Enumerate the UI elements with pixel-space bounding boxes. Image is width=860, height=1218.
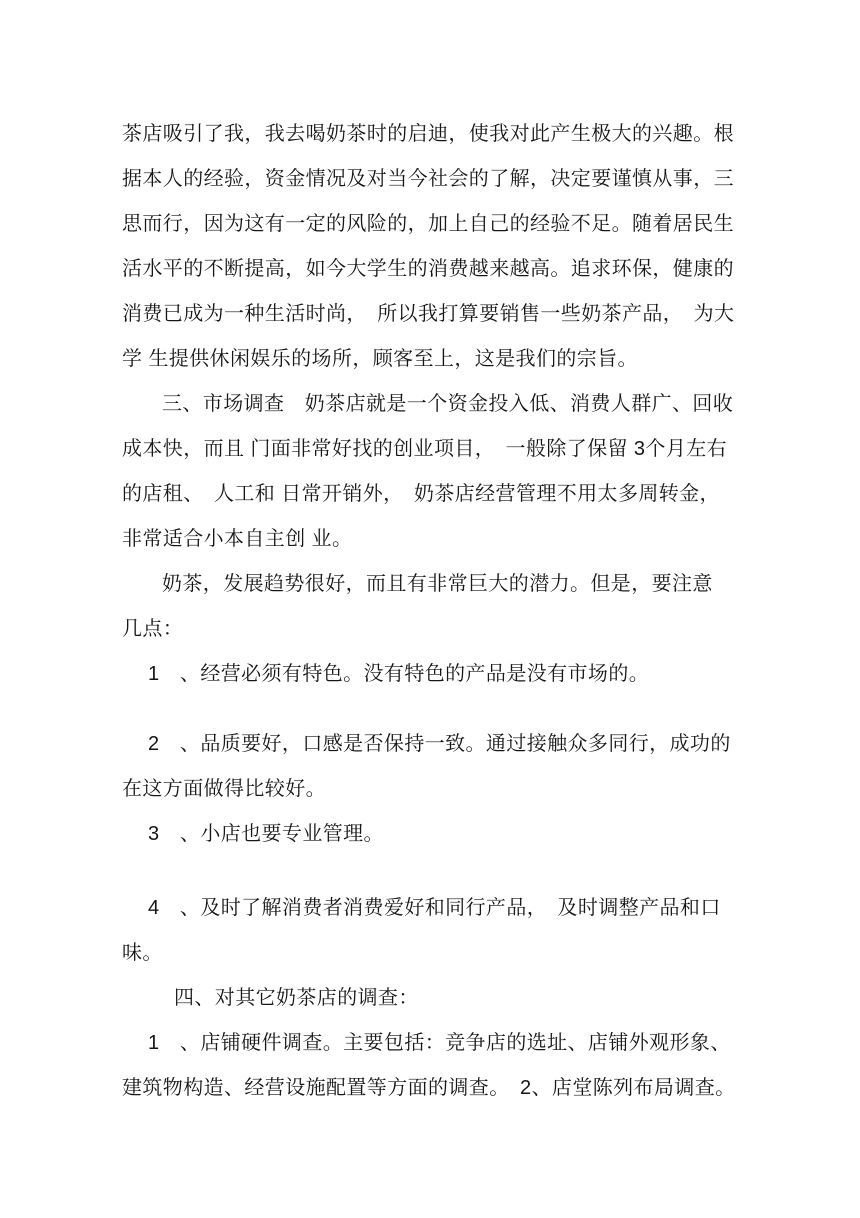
list-item-3: 3 、小店也要专业管理。 [148,823,384,845]
text-line: 学 生提供休闲娱乐的场所，顾客至上，这是我们的宗旨。 [122,348,638,370]
text-line: 思而行，因为这有一定的风险的，加上自己的经验不足。随着居民生 [122,213,734,235]
text-line: 消费已成为一种生活时尚， 所以我打算要销售一些奶茶产品， 为大 [122,303,735,325]
list-item-1: 1 、经营必须有特色。没有特色的产品是没有市场的。 [148,663,650,685]
document-body [122,112,740,1111]
text-line: 在这方面做得比较好。 [122,778,326,800]
list-item-hardware-survey: 1 、店铺硬件调查。主要包括：竞争店的选址、店铺外观形象、 [148,1032,731,1054]
section-heading-market-survey: 三、市场调查 奶茶店就是一个资金投入低、消费人群广、回收 [162,393,734,415]
text-line: 非常适合小本自主创 业。 [122,528,353,550]
section-heading-other-shops-survey: 四、对其它奶茶店的调查： [174,987,419,1009]
text-line: 建筑物构造、经营设施配置等方面的调查。 2、店堂陈列布局调查。 [122,1077,736,1099]
text-line: 的店租、 人工和 日常开销外， 奶茶店经营管理不用太多周转金， [122,483,720,505]
list-item-4: 4 、及时了解消费者消费爱好和同行产品， 及时调整产品和口 [148,897,721,919]
text-line: 茶店吸引了我，我去喝奶茶时的启迪，使我对此产生极大的兴趣。根 [122,123,734,145]
text-line: 活水平的不断提高，如今大学生的消费越来越高。追求环保，健康的 [122,258,734,280]
list-item-2: 2 、品质要好，口感是否保持一致。通过接触众多同行，成功的 [148,733,731,755]
text-line: 味。 [122,942,163,964]
text-line: 几点： [122,618,184,640]
text-line: 成本快，而且 门面非常好找的创业项目， 一般除了保留 3个月左右 [122,438,728,460]
text-line: 据本人的经验，资金情况及对当今社会的了解，决定要谨慎从事，三 [122,168,734,190]
text-line: 奶茶，发展趋势很好，而且有非常巨大的潜力。但是，要注意 [162,573,713,595]
